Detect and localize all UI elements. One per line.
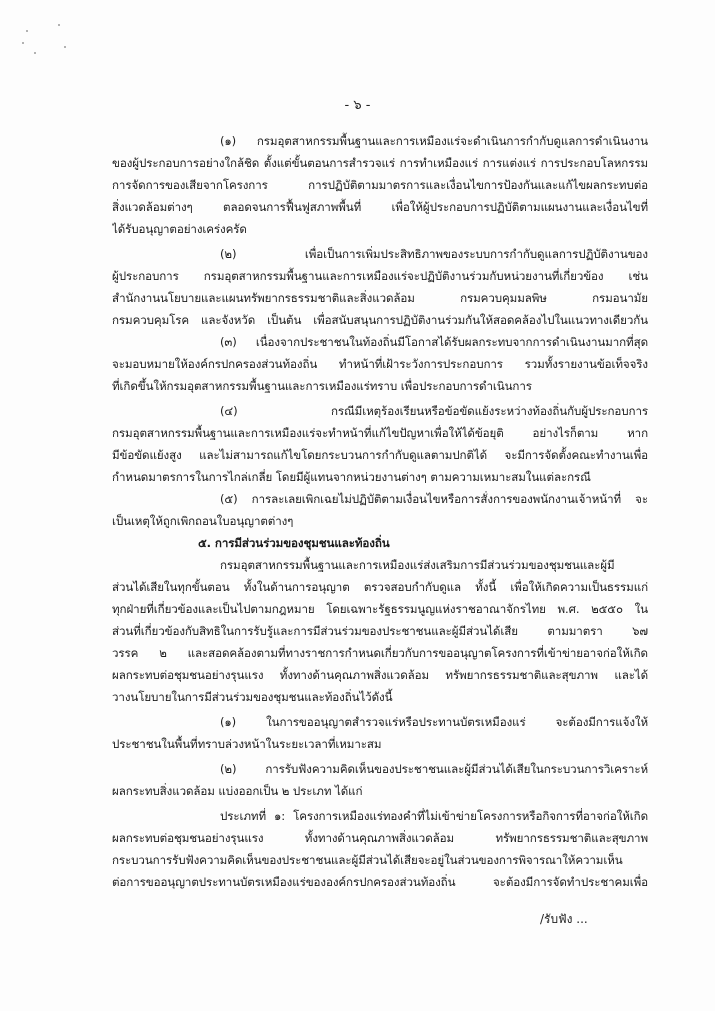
text-line: (๓) เนื่องจากประชาชนในท้องถิ่นมีโอกาสได้รับผลกระทบจากการดำเนินงานมากที่สุด [220, 335, 648, 349]
text-line: ผลกระทบสิ่งแวดล้อม แบ่งออกเป็น ๒ ประเภท ได้แก่ [112, 784, 363, 798]
text-line: ต่อการขออนุญาตประทานบัตรเหมืองแร่ขององค์กรปกครองส่วนท้องถิ่น จะต้องมีการจัดทำประชาคมเพื่อ [112, 875, 648, 889]
text-line: มีข้อขัดแย้งสูง และไม่สามารถแก้ไขโดยกระบวนการกำกับดูแลตามปกติได้ จะมีการจัดตั้งคณะทำงานเพื่อ [112, 448, 648, 462]
text-line: กระบวนการรับฟังความคิดเห็นของประชาชนและผู้มีส่วนได้เสียจะอยู่ในส่วนของการพิจารณาให้ความเห็น [112, 853, 623, 867]
text-line: ผู้ประกอบการ กรมอุตสาหกรรมพื้นฐานและการเหมืองแร่จะปฏิบัติงานร่วมกับหน่วยงานที่เกี่ยวข้อง เช่น [112, 269, 648, 283]
text-line: สิ่งแวดล้อมต่างๆ ตลอดจนการฟื้นฟูสภาพพื้นที่ เพื่อให้ผู้ประกอบการปฏิบัติตามแผนงานและเงื่อนไขที่ [112, 200, 648, 214]
text-line: (๒) การรับฟังความคิดเห็นของประชาชนและผู้มีส่วนได้เสียในกระบวนการวิเคราะห์ [220, 762, 648, 776]
text-line: ประเภทที่ ๑: โครงการเหมืองแร่ทองคำที่ไม่เข้าข่ายโครงการหรือกิจการที่อาจก่อให้เกิด [220, 809, 648, 823]
text-line: ทุกฝ่ายที่เกี่ยวข้องและเป็นไปตามกฎหมาย โดยเฉพาะรัฐธรรมนูญแห่งราชอาณาจักรไทย พ.ศ. ๒๕๕๐ ใน [112, 602, 648, 616]
text-line: ของผู้ประกอบการอย่างใกล้ชิด ตั้งแต่ขั้นตอนการสำรวจแร่ การทำเหมืองแร่ การแต่งแร่ การประกอบโลหกรรม [112, 156, 648, 170]
text-line: ผลกระทบต่อชุมชนอย่างรุนแรง ทั้งทางด้านคุณภาพสิ่งแวดล้อม ทรัพยากรธรรมชาติและสุขภาพ และได้ [112, 668, 648, 682]
page-number: - ๖ - [344, 98, 371, 113]
section-heading: ๕. การมีส่วนร่วมของชุมชนและท้องถิ่น [198, 536, 390, 550]
text-line: ส่วนได้เสียในทุกขั้นตอน ทั้งในด้านการอนุญาต ตรวจสอบกำกับดูแล ทั้งนี้ เพื่อให้เกิดความเป็นธรรมแก่ [112, 580, 648, 594]
text-line: ประชาชนในพื้นที่ทราบล่วงหน้าในระยะเวลาที่เหมาะสม [112, 737, 382, 751]
text-line: ได้รับอนุญาตอย่างเคร่งครัด [112, 222, 247, 236]
text-line: (๔) กรณีมีเหตุร้องเรียนหรือข้อขัดแย้งระหว่างท้องถิ่นกับผู้ประกอบการ [220, 404, 648, 418]
text-line: การจัดการของเสียจากโครงการ การปฏิบัติตามมาตรการและเงื่อนไขการป้องกันและแก้ไขผลกระทบต่อ [112, 178, 648, 192]
text-line: กำหนดมาตรการในการไกล่เกลี่ย โดยมีผู้แทนจากหน่วยงานต่างๆ ตามความเหมาะสมในแต่ละกรณี [112, 470, 591, 484]
document-body [112, 130, 648, 893]
text-line: วางนโยบายในการมีส่วนร่วมของชุมชนและท้องถิ่นไว้ดังนี้ [112, 690, 393, 704]
text-line: ที่เกิดขึ้นให้กรมอุตสาหกรรมพื้นฐานและการเหมืองแร่ทราบ เพื่อประกอบการดำเนินการ [112, 379, 532, 393]
text-line: (๒) เพื่อเป็นการเพิ่มประสิทธิภาพของระบบการกำกับดูแลการปฏิบัติงานของ [220, 247, 648, 261]
text-line: กรมอุตสาหกรรมพื้นฐานและการเหมืองแร่ส่งเสริมการมีส่วนร่วมของชุมชนและผู้มี [220, 558, 615, 572]
text-line: ส่วนที่เกี่ยวข้องกับสิทธิในการรับรู้และการมีส่วนร่วมของประชาชนและผู้มีส่วนได้เสีย ตามมาตรา ๖๗ [112, 624, 648, 638]
text-line: (๑) ในการขออนุญาตสำรวจแร่หรือประทานบัตรเหมืองแร่ จะต้องมีการแจ้งให้ [220, 715, 648, 729]
text-line: เป็นเหตุให้ถูกเพิกถอนใบอนุญาตต่างๆ [112, 514, 294, 528]
text-line: สำนักงานนโยบายและแผนทรัพยากรธรรมชาติและสิ่งแวดล้อม กรมควบคุมมลพิษ กรมอนามัย [112, 291, 648, 305]
text-line: (๕) การละเลยเพิกเฉยไม่ปฏิบัติตามเงื่อนไขหรือการสั่งการของพนักงานเจ้าหน้าที่ จะ [220, 492, 648, 506]
scan-specks [20, 20, 90, 70]
text-line: จะมอบหมายให้องค์กรปกครองส่วนท้องถิ่น ทำหน้าที่เฝ้าระวังการประกอบการ รวมทั้งรายงานข้อเท็จจริง [112, 357, 648, 371]
text-line: กรมอุตสาหกรรมพื้นฐานและการเหมืองแร่จะทำหน้าที่แก้ไขปัญหาเพื่อให้ได้ข้อยุติ อย่างไรก็ตาม หาก [112, 426, 648, 440]
text-line: (๑) กรมอุตสาหกรรมพื้นฐานและการเหมืองแร่จะดำเนินการกำกับดูแลการดำเนินงาน [220, 134, 648, 148]
text-line: กรมควบคุมโรค และจังหวัด เป็นต้น เพื่อสนับสนุนการปฏิบัติงานร่วมกันให้สอดคล้องไปในแนวทางเดียวกัน [112, 313, 648, 327]
continuation-marker: /รับฟัง ... [540, 912, 588, 926]
text-line: วรรค ๒ และสอดคล้องตามที่ทางราชการกำหนดเกี่ยวกับการขออนุญาตโครงการที่เข้าข่ายอาจก่อให้เกิด [112, 646, 648, 660]
text-line: ผลกระทบต่อชุมชนอย่างรุนแรง ทั้งทางด้านคุณภาพสิ่งแวดล้อม ทรัพยากรธรรมชาติและสุขภาพ [112, 831, 648, 845]
